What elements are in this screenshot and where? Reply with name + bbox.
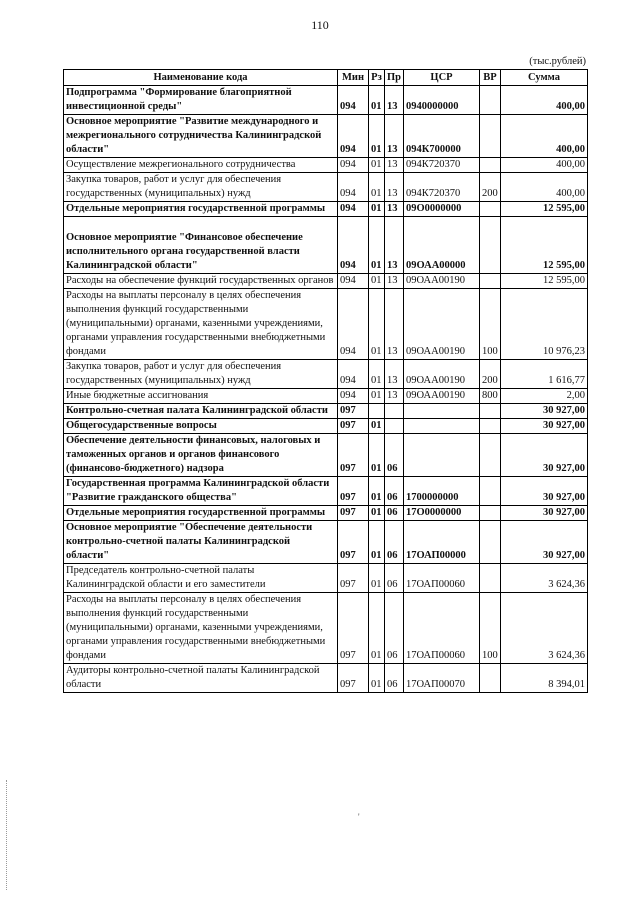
cell-csr: 094К700000	[404, 115, 480, 158]
cell-sum: 400,00	[501, 115, 588, 158]
cell-csr	[404, 434, 480, 477]
cell-csr: 094К720370	[404, 173, 480, 202]
cell-rz: 01	[369, 434, 385, 477]
cell-vr	[480, 115, 501, 158]
cell-name: Осуществление межрегионального сотрудничества	[64, 158, 338, 173]
table-body	[64, 86, 588, 693]
table-row	[64, 217, 588, 274]
cell-name: Закупка товаров, работ и услуг для обеспечения государственных (муниципальных) нужд	[64, 173, 338, 202]
cell-vr	[480, 664, 501, 693]
cell-sum: 400,00	[501, 86, 588, 115]
cell-sum: 30 927,00	[501, 521, 588, 564]
cell-rz: 01	[369, 593, 385, 664]
header-vr: ВР	[480, 70, 501, 86]
cell-csr	[404, 404, 480, 419]
cell-csr: 17ОАП00000	[404, 521, 480, 564]
cell-pr: 13	[385, 158, 404, 173]
cell-name: Основное мероприятие "Финансовое обеспечение исполнительного органа государственной власти Калининградской области"	[64, 217, 338, 274]
cell-rz: 01	[369, 419, 385, 434]
cell-csr: 17ОАП00060	[404, 593, 480, 664]
cell-min: 097	[338, 404, 369, 419]
cell-sum: 8 394,01	[501, 664, 588, 693]
cell-vr	[480, 419, 501, 434]
cell-pr: 06	[385, 564, 404, 593]
cell-pr: 06	[385, 477, 404, 506]
cell-rz: 01	[369, 86, 385, 115]
header-rz: Рз	[369, 70, 385, 86]
cell-min: 094	[338, 217, 369, 274]
table-row	[64, 521, 588, 564]
cell-csr: 1700000000	[404, 477, 480, 506]
cell-rz	[369, 404, 385, 419]
cell-rz: 01	[369, 477, 385, 506]
cell-name: Расходы на выплаты персоналу в целях обеспечения выполнения функций государственными (муниципальными) органами, казенными учреждениями, органами управления государственными внебюджетными фондами	[64, 593, 338, 664]
cell-vr	[480, 404, 501, 419]
cell-vr: 100	[480, 593, 501, 664]
cell-csr: 09ОАА00190	[404, 289, 480, 360]
cell-name: Отдельные мероприятия государственной программы	[64, 506, 338, 521]
cell-csr	[404, 419, 480, 434]
cell-name: Председатель контрольно-счетной палаты Калининградской области и его заместители	[64, 564, 338, 593]
table-row	[64, 506, 588, 521]
cell-pr: 13	[385, 274, 404, 289]
stray-mark: '	[358, 812, 360, 822]
cell-csr: 17О0000000	[404, 506, 480, 521]
cell-pr: 13	[385, 115, 404, 158]
cell-rz: 01	[369, 217, 385, 274]
cell-min: 094	[338, 289, 369, 360]
cell-min: 097	[338, 664, 369, 693]
table-row	[64, 274, 588, 289]
table-row	[64, 434, 588, 477]
cell-vr	[480, 202, 501, 217]
cell-name: Государственная программа Калининградской области "Развитие гражданского общества"	[64, 477, 338, 506]
cell-pr: 13	[385, 173, 404, 202]
cell-vr	[480, 506, 501, 521]
cell-pr: 06	[385, 434, 404, 477]
budget-table	[63, 69, 588, 693]
cell-min: 094	[338, 360, 369, 389]
table-row	[64, 202, 588, 217]
cell-rz: 01	[369, 202, 385, 217]
cell-name: Общегосударственные вопросы	[64, 419, 338, 434]
table-row	[64, 664, 588, 693]
cell-pr: 13	[385, 360, 404, 389]
cell-vr: 200	[480, 173, 501, 202]
cell-min: 097	[338, 564, 369, 593]
cell-rz: 01	[369, 389, 385, 404]
cell-pr	[385, 404, 404, 419]
header-min: Мин	[338, 70, 369, 86]
cell-pr: 13	[385, 202, 404, 217]
header-name: Наименование кода	[64, 70, 338, 86]
table-row	[64, 593, 588, 664]
cell-sum: 1 616,77	[501, 360, 588, 389]
cell-csr: 09ОАА00190	[404, 274, 480, 289]
table-header	[64, 70, 588, 86]
cell-rz: 01	[369, 289, 385, 360]
cell-sum: 12 595,00	[501, 217, 588, 274]
table-row	[64, 404, 588, 419]
cell-csr: 17ОАП00060	[404, 564, 480, 593]
table-row	[64, 389, 588, 404]
cell-min: 094	[338, 202, 369, 217]
cell-sum: 2,00	[501, 389, 588, 404]
cell-sum: 30 927,00	[501, 434, 588, 477]
cell-csr: 094К720370	[404, 158, 480, 173]
cell-sum: 30 927,00	[501, 477, 588, 506]
cell-min: 094	[338, 173, 369, 202]
cell-vr: 800	[480, 389, 501, 404]
cell-name: Основное мероприятие "Обеспечение деятельности контрольно-счетной палаты Калининградской области"	[64, 521, 338, 564]
cell-rz: 01	[369, 360, 385, 389]
cell-name: Подпрограмма "Формирование благоприятной инвестиционной среды"	[64, 86, 338, 115]
cell-pr: 06	[385, 506, 404, 521]
table-row	[64, 173, 588, 202]
cell-sum: 12 595,00	[501, 274, 588, 289]
cell-min: 097	[338, 477, 369, 506]
cell-csr: 09ОАА00190	[404, 360, 480, 389]
cell-min: 094	[338, 158, 369, 173]
cell-pr	[385, 419, 404, 434]
cell-rz: 01	[369, 158, 385, 173]
cell-min: 097	[338, 593, 369, 664]
cell-min: 097	[338, 419, 369, 434]
cell-sum: 30 927,00	[501, 404, 588, 419]
cell-vr	[480, 564, 501, 593]
margin-dots	[6, 780, 9, 890]
cell-pr: 13	[385, 389, 404, 404]
cell-sum: 400,00	[501, 173, 588, 202]
table-row	[64, 289, 588, 360]
cell-rz: 01	[369, 664, 385, 693]
cell-min: 094	[338, 389, 369, 404]
cell-vr	[480, 434, 501, 477]
cell-csr: 0940000000	[404, 86, 480, 115]
units-label: (тыс.рублей)	[529, 56, 586, 67]
cell-vr: 200	[480, 360, 501, 389]
cell-pr: 13	[385, 86, 404, 115]
cell-min: 094	[338, 274, 369, 289]
cell-name: Закупка товаров, работ и услуг для обеспечения государственных (муниципальных) нужд	[64, 360, 338, 389]
cell-min: 097	[338, 434, 369, 477]
cell-pr: 06	[385, 664, 404, 693]
header-csr: ЦСР	[404, 70, 480, 86]
table-row	[64, 477, 588, 506]
cell-vr	[480, 477, 501, 506]
cell-min: 097	[338, 521, 369, 564]
cell-pr: 06	[385, 521, 404, 564]
cell-name: Расходы на выплаты персоналу в целях обеспечения выполнения функций государственными (муниципальными) органами, казенными учреждениями, органами управления государственными внебюджетными фондами	[64, 289, 338, 360]
cell-vr	[480, 274, 501, 289]
cell-sum: 3 624,36	[501, 593, 588, 664]
cell-sum: 12 595,00	[501, 202, 588, 217]
table-row	[64, 360, 588, 389]
cell-name: Иные бюджетные ассигнования	[64, 389, 338, 404]
cell-rz: 01	[369, 115, 385, 158]
table-row	[64, 158, 588, 173]
table-row	[64, 115, 588, 158]
cell-csr: 17ОАП00070	[404, 664, 480, 693]
cell-sum: 3 624,36	[501, 564, 588, 593]
cell-name: Расходы на обеспечение функций государственных органов	[64, 274, 338, 289]
cell-sum: 30 927,00	[501, 419, 588, 434]
cell-rz: 01	[369, 506, 385, 521]
table-row	[64, 419, 588, 434]
cell-rz: 01	[369, 274, 385, 289]
cell-name: Основное мероприятие "Развитие международного и межрегионального сотрудничества Калининградской области"	[64, 115, 338, 158]
cell-sum: 400,00	[501, 158, 588, 173]
cell-vr: 100	[480, 289, 501, 360]
cell-vr	[480, 217, 501, 274]
cell-vr	[480, 86, 501, 115]
cell-name: Аудиторы контрольно-счетной палаты Калининградской области	[64, 664, 338, 693]
header-sum: Сумма	[501, 70, 588, 86]
table-row	[64, 564, 588, 593]
cell-min: 097	[338, 506, 369, 521]
page-number: 110	[311, 18, 329, 32]
cell-min: 094	[338, 115, 369, 158]
cell-rz: 01	[369, 564, 385, 593]
cell-pr: 06	[385, 593, 404, 664]
cell-pr: 13	[385, 289, 404, 360]
cell-rz: 01	[369, 521, 385, 564]
cell-pr: 13	[385, 217, 404, 274]
cell-min: 094	[338, 86, 369, 115]
cell-csr: 09ОАА00190	[404, 389, 480, 404]
cell-vr	[480, 158, 501, 173]
cell-csr: 09ОАА00000	[404, 217, 480, 274]
cell-vr	[480, 521, 501, 564]
cell-sum: 10 976,23	[501, 289, 588, 360]
cell-name: Контрольно-счетная палата Калининградской области	[64, 404, 338, 419]
cell-rz: 01	[369, 173, 385, 202]
table-row	[64, 86, 588, 115]
cell-sum: 30 927,00	[501, 506, 588, 521]
cell-name: Отдельные мероприятия государственной программы	[64, 202, 338, 217]
cell-csr: 09О0000000	[404, 202, 480, 217]
cell-name: Обеспечение деятельности финансовых, налоговых и таможенных органов и органов финансового (финансово-бюджетного) надзора	[64, 434, 338, 477]
header-pr: Пр	[385, 70, 404, 86]
